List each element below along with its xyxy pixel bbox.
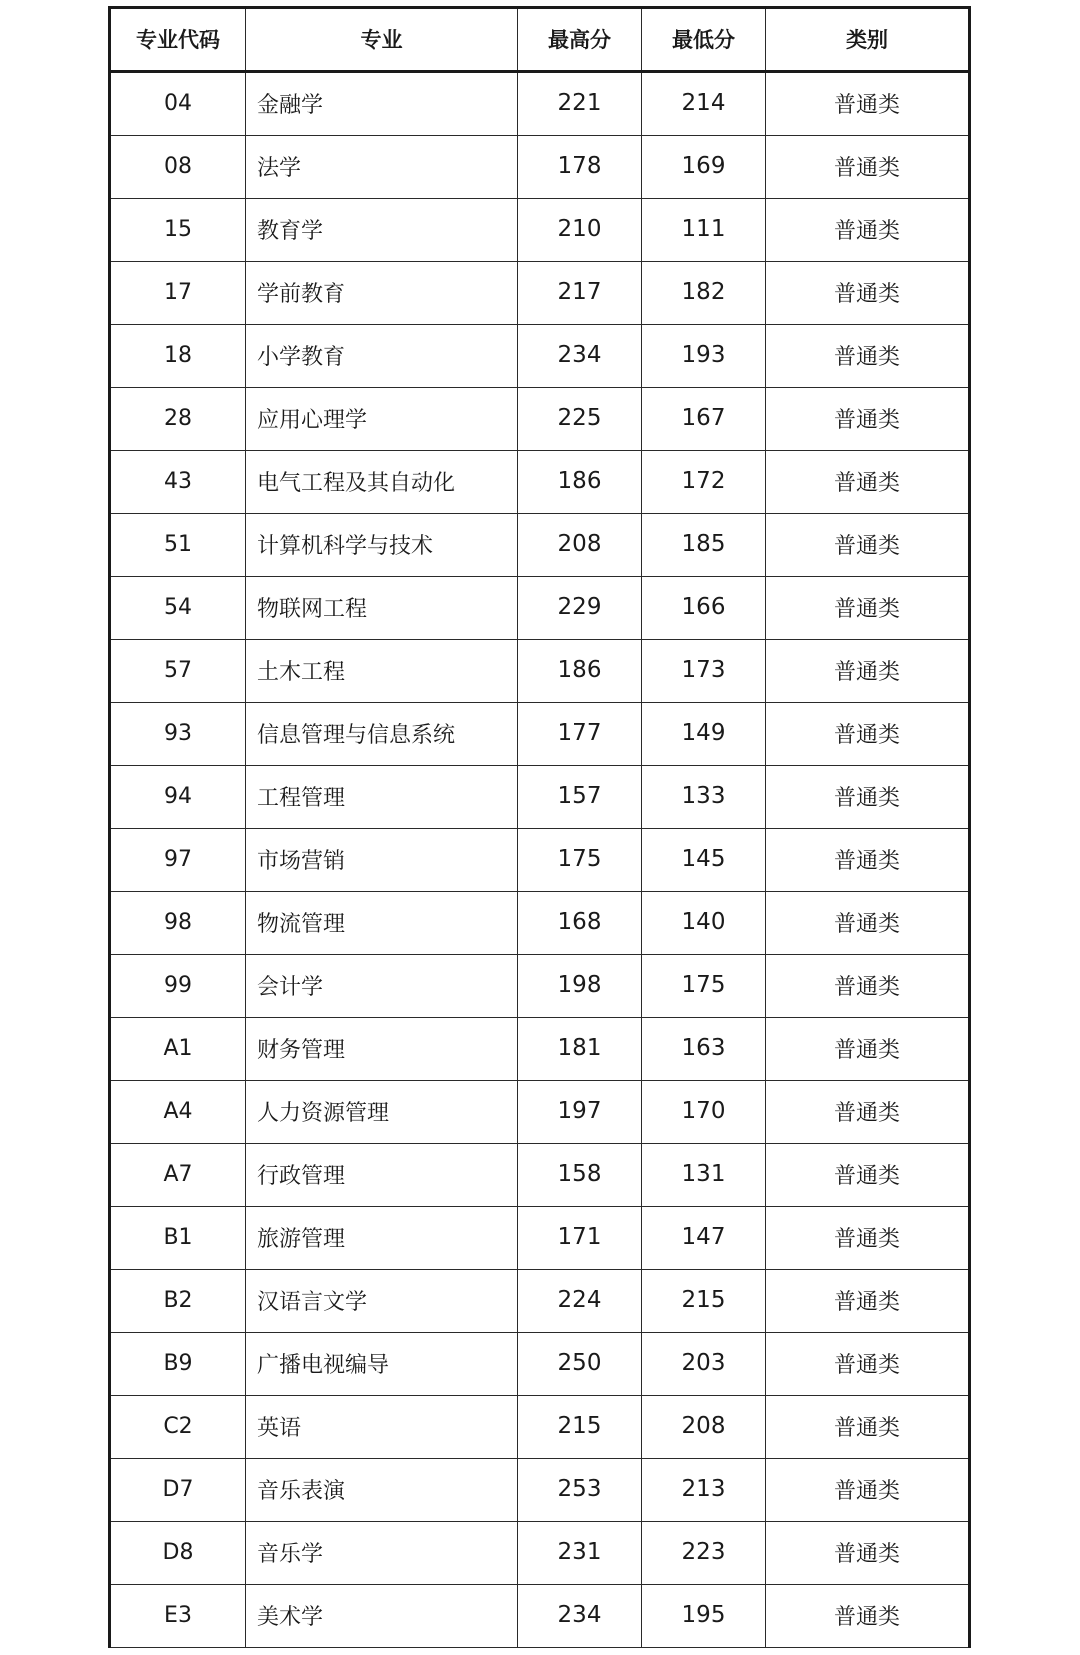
cell-max-score: 231	[518, 1522, 642, 1584]
cell-category: 普通类	[833, 1604, 900, 1630]
cell-category: 普通类	[833, 911, 900, 937]
cell-min-score: 214	[642, 73, 766, 135]
score-table	[108, 6, 971, 1648]
cell-code: 99	[111, 955, 246, 1017]
cell-major: 学前教育	[246, 262, 518, 324]
cell-category: 普通类	[833, 470, 900, 496]
cell-code: 08	[111, 136, 246, 198]
table-row	[111, 1207, 968, 1270]
table-row	[111, 766, 968, 829]
cell-major: 电气工程及其自动化	[246, 451, 518, 513]
cell-min-score: 185	[642, 514, 766, 576]
cell-max-score: 175	[518, 829, 642, 891]
cell-min-score: 111	[642, 199, 766, 261]
cell-major: 金融学	[246, 73, 518, 135]
cell-min-score: 133	[642, 766, 766, 828]
cell-max-score: 197	[518, 1081, 642, 1143]
cell-max-score: 224	[518, 1270, 642, 1332]
table-row	[111, 892, 968, 955]
cell-category: 普通类	[833, 1478, 900, 1504]
cell-min-score: 167	[642, 388, 766, 450]
cell-max-score: 234	[518, 1585, 642, 1647]
cell-max-score: 229	[518, 577, 642, 639]
header-max: 最高分	[518, 9, 642, 70]
cell-max-score: 208	[518, 514, 642, 576]
table-row	[111, 136, 968, 199]
cell-category: 普通类	[833, 596, 900, 622]
cell-category: 普通类	[833, 1352, 900, 1378]
cell-code: 57	[111, 640, 246, 702]
cell-code: A1	[111, 1018, 246, 1080]
cell-max-score: 178	[518, 136, 642, 198]
cell-code: 17	[111, 262, 246, 324]
cell-max-score: 210	[518, 199, 642, 261]
cell-max-score: 158	[518, 1144, 642, 1206]
cell-min-score: 169	[642, 136, 766, 198]
cell-code: D8	[111, 1522, 246, 1584]
cell-max-score: 186	[518, 451, 642, 513]
cell-category: 普通类	[833, 1541, 900, 1567]
table-body	[111, 73, 968, 1648]
cell-max-score: 215	[518, 1396, 642, 1458]
cell-category: 普通类	[833, 848, 900, 874]
cell-major: 小学教育	[246, 325, 518, 387]
table-row	[111, 703, 968, 766]
cell-min-score: 166	[642, 577, 766, 639]
cell-max-score: 181	[518, 1018, 642, 1080]
table-header-row	[111, 9, 968, 73]
cell-min-score: 131	[642, 1144, 766, 1206]
cell-min-score: 195	[642, 1585, 766, 1647]
table-row	[111, 1522, 968, 1585]
cell-category: 普通类	[833, 974, 900, 1000]
cell-min-score: 145	[642, 829, 766, 891]
cell-major: 法学	[246, 136, 518, 198]
cell-max-score: 177	[518, 703, 642, 765]
table-row	[111, 325, 968, 388]
cell-max-score: 198	[518, 955, 642, 1017]
cell-min-score: 172	[642, 451, 766, 513]
cell-major: 美术学	[246, 1585, 518, 1647]
table-row	[111, 262, 968, 325]
cell-major: 计算机科学与技术	[246, 514, 518, 576]
cell-major: 人力资源管理	[246, 1081, 518, 1143]
cell-max-score: 253	[518, 1459, 642, 1521]
cell-code: 04	[111, 73, 246, 135]
cell-major: 英语	[246, 1396, 518, 1458]
table-row	[111, 1144, 968, 1207]
cell-major: 工程管理	[246, 766, 518, 828]
cell-code: 94	[111, 766, 246, 828]
cell-code: 18	[111, 325, 246, 387]
cell-code: 97	[111, 829, 246, 891]
cell-max-score: 225	[518, 388, 642, 450]
header-min: 最低分	[642, 9, 766, 70]
cell-category: 普通类	[833, 1289, 900, 1315]
cell-min-score: 193	[642, 325, 766, 387]
cell-major: 汉语言文学	[246, 1270, 518, 1332]
table-row	[111, 577, 968, 640]
table-row	[111, 1585, 968, 1648]
table-row	[111, 1018, 968, 1081]
table-row	[111, 514, 968, 577]
table-row	[111, 1081, 968, 1144]
cell-max-score: 217	[518, 262, 642, 324]
cell-min-score: 215	[642, 1270, 766, 1332]
cell-code: 43	[111, 451, 246, 513]
cell-category: 普通类	[833, 344, 900, 370]
cell-max-score: 168	[518, 892, 642, 954]
cell-code: B9	[111, 1333, 246, 1395]
cell-min-score: 223	[642, 1522, 766, 1584]
cell-code: 28	[111, 388, 246, 450]
cell-category: 普通类	[833, 92, 900, 118]
header-category: 类别	[846, 27, 888, 52]
cell-major: 土木工程	[246, 640, 518, 702]
cell-code: E3	[111, 1585, 246, 1647]
cell-min-score: 147	[642, 1207, 766, 1269]
cell-max-score: 234	[518, 325, 642, 387]
cell-max-score: 250	[518, 1333, 642, 1395]
cell-major: 会计学	[246, 955, 518, 1017]
cell-code: 15	[111, 199, 246, 261]
cell-category: 普通类	[833, 785, 900, 811]
cell-category: 普通类	[833, 1100, 900, 1126]
cell-max-score: 221	[518, 73, 642, 135]
cell-min-score: 203	[642, 1333, 766, 1395]
cell-category: 普通类	[833, 155, 900, 181]
table-row	[111, 1270, 968, 1333]
cell-major: 音乐表演	[246, 1459, 518, 1521]
cell-major: 市场营销	[246, 829, 518, 891]
cell-major: 广播电视编导	[246, 1333, 518, 1395]
cell-category: 普通类	[833, 1037, 900, 1063]
cell-min-score: 140	[642, 892, 766, 954]
cell-major: 信息管理与信息系统	[246, 703, 518, 765]
cell-min-score: 182	[642, 262, 766, 324]
table-row	[111, 451, 968, 514]
cell-category: 普通类	[833, 1415, 900, 1441]
cell-category: 普通类	[833, 533, 900, 559]
table-row	[111, 1396, 968, 1459]
header-major: 专业	[246, 9, 518, 70]
cell-major: 旅游管理	[246, 1207, 518, 1269]
cell-code: 98	[111, 892, 246, 954]
cell-code: 54	[111, 577, 246, 639]
cell-code: 51	[111, 514, 246, 576]
cell-code: A4	[111, 1081, 246, 1143]
cell-code: B1	[111, 1207, 246, 1269]
cell-major: 音乐学	[246, 1522, 518, 1584]
table-row	[111, 73, 968, 136]
cell-min-score: 175	[642, 955, 766, 1017]
cell-category: 普通类	[833, 1226, 900, 1252]
table-row	[111, 1333, 968, 1396]
cell-min-score: 163	[642, 1018, 766, 1080]
cell-max-score: 171	[518, 1207, 642, 1269]
cell-min-score: 149	[642, 703, 766, 765]
cell-code: 93	[111, 703, 246, 765]
cell-code: C2	[111, 1396, 246, 1458]
cell-min-score: 173	[642, 640, 766, 702]
cell-code: B2	[111, 1270, 246, 1332]
cell-min-score: 213	[642, 1459, 766, 1521]
table-row	[111, 388, 968, 451]
cell-category: 普通类	[833, 218, 900, 244]
cell-max-score: 157	[518, 766, 642, 828]
table-row	[111, 829, 968, 892]
cell-min-score: 170	[642, 1081, 766, 1143]
cell-major: 财务管理	[246, 1018, 518, 1080]
cell-category: 普通类	[833, 407, 900, 433]
cell-min-score: 208	[642, 1396, 766, 1458]
cell-major: 物联网工程	[246, 577, 518, 639]
cell-major: 行政管理	[246, 1144, 518, 1206]
cell-category: 普通类	[833, 1163, 900, 1189]
cell-category: 普通类	[833, 659, 900, 685]
cell-major: 教育学	[246, 199, 518, 261]
cell-max-score: 186	[518, 640, 642, 702]
table-row	[111, 1459, 968, 1522]
cell-code: A7	[111, 1144, 246, 1206]
cell-category: 普通类	[833, 281, 900, 307]
cell-category: 普通类	[833, 722, 900, 748]
header-code: 专业代码	[111, 9, 246, 70]
table-row	[111, 955, 968, 1018]
cell-major: 应用心理学	[246, 388, 518, 450]
table-row	[111, 640, 968, 703]
cell-code: D7	[111, 1459, 246, 1521]
table-row	[111, 199, 968, 262]
cell-major: 物流管理	[246, 892, 518, 954]
